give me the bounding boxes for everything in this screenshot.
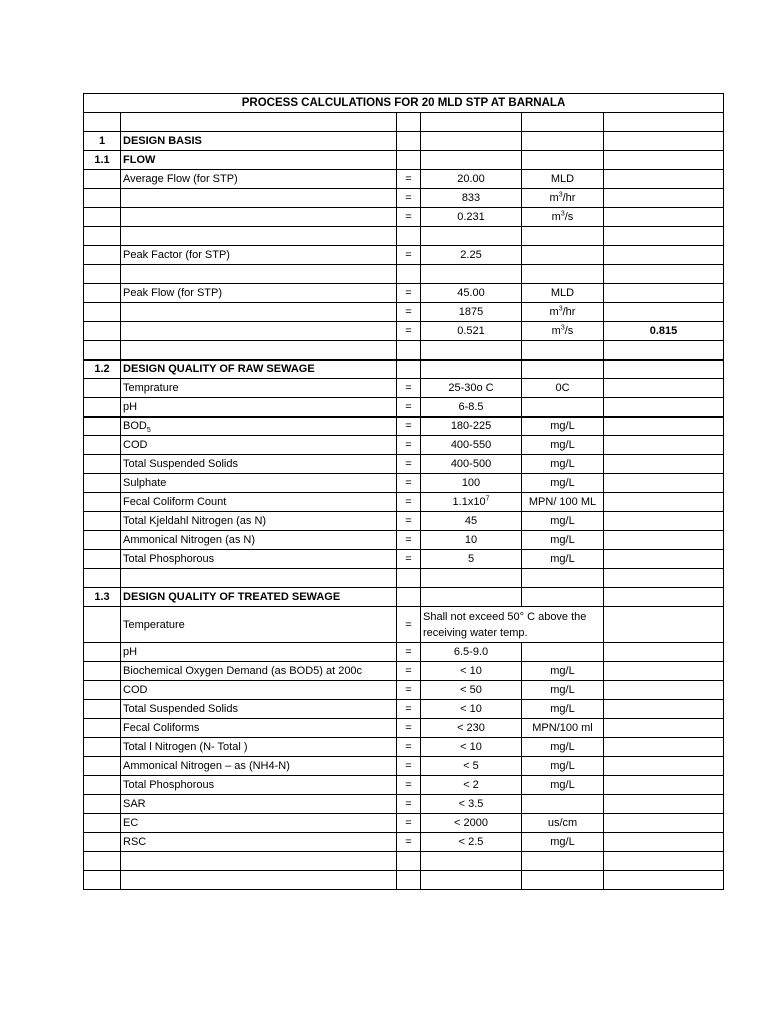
equals-sign [397, 871, 421, 890]
table-row [84, 833, 724, 852]
equals-sign: = [397, 284, 421, 303]
section-number [84, 776, 121, 795]
value-cell: < 5 [421, 757, 522, 776]
table-row [84, 322, 724, 341]
section-number [84, 436, 121, 455]
unit-cell: mg/L [522, 833, 604, 852]
equals-sign: = [397, 700, 421, 719]
equals-sign: = [397, 681, 421, 700]
extra-value [604, 132, 724, 151]
extra-value [604, 871, 724, 890]
unit-cell [522, 189, 604, 208]
extra-value [604, 607, 724, 643]
table-row [84, 284, 724, 303]
unit-cell [522, 795, 604, 814]
section-number [84, 474, 121, 493]
section-number [84, 738, 121, 757]
extra-value [604, 512, 724, 531]
section-number [84, 852, 121, 871]
parameter-label: DESIGN QUALITY OF RAW SEWAGE [121, 360, 397, 379]
parameter-label: FLOW [121, 151, 397, 170]
unit-cell: mg/L [522, 531, 604, 550]
value-cell: 5 [421, 550, 522, 569]
equals-sign: = [397, 436, 421, 455]
parameter-label: Total Suspended Solids [121, 700, 397, 719]
extra-value [604, 436, 724, 455]
value-cell: 45.00 [421, 284, 522, 303]
equals-sign: = [397, 322, 421, 341]
equals-sign: = [397, 455, 421, 474]
table-row [84, 531, 724, 550]
section-number [84, 284, 121, 303]
equals-sign [397, 852, 421, 871]
value-cell: < 3.5 [421, 795, 522, 814]
unit-cell: mg/L [522, 757, 604, 776]
extra-value [604, 170, 724, 189]
section-number [84, 719, 121, 738]
extra-value [604, 379, 724, 398]
table-row [84, 662, 724, 681]
table-row [84, 208, 724, 227]
table-row [84, 588, 724, 607]
equals-sign: = [397, 379, 421, 398]
parameter-label [121, 189, 397, 208]
section-number: 1 [84, 132, 121, 151]
section-number [84, 795, 121, 814]
section-number [84, 550, 121, 569]
value-cell [421, 871, 522, 890]
value-cell [421, 113, 522, 132]
section-number: 1.3 [84, 588, 121, 607]
parameter-label: Total Kjeldahl Nitrogen (as N) [121, 512, 397, 531]
extra-value [604, 474, 724, 493]
equals-sign [397, 151, 421, 170]
equals-sign: = [397, 246, 421, 265]
equals-sign: = [397, 303, 421, 322]
extra-value [604, 757, 724, 776]
extra-value [604, 776, 724, 795]
table-row [84, 455, 724, 474]
extra-value [604, 341, 724, 360]
table-row [84, 265, 724, 284]
section-number [84, 265, 121, 284]
table-row [84, 700, 724, 719]
unit-cell [522, 341, 604, 360]
unit-cell: MLD [522, 284, 604, 303]
table-row [84, 795, 724, 814]
value-cell: 10 [421, 531, 522, 550]
equals-sign: = [397, 550, 421, 569]
table-row [84, 189, 724, 208]
extra-value [604, 550, 724, 569]
unit-cell: 0C [522, 379, 604, 398]
parameter-label: Total l Nitrogen (N- Total ) [121, 738, 397, 757]
parameter-label [121, 227, 397, 246]
value-cell: 0.521 [421, 322, 522, 341]
unit-cell: mg/L [522, 662, 604, 681]
extra-value [604, 833, 724, 852]
value-cell [421, 227, 522, 246]
process-calculation-sheet [83, 93, 724, 890]
table-row [84, 303, 724, 322]
value-cell [421, 493, 522, 512]
parameter-label [121, 265, 397, 284]
table-row [84, 493, 724, 512]
parameter-label [121, 871, 397, 890]
section-number [84, 681, 121, 700]
unit-tail: /s [564, 325, 574, 337]
section-number [84, 833, 121, 852]
parameter-label: Fecal Coliform Count [121, 493, 397, 512]
unit-cell: mg/L [522, 455, 604, 474]
value-cell [421, 588, 522, 607]
equals-sign: = [397, 531, 421, 550]
equals-sign: = [397, 757, 421, 776]
unit-cell [522, 360, 604, 379]
value-cell: 20.00 [421, 170, 522, 189]
unit-exponent: 3 [558, 191, 563, 199]
table-row [84, 436, 724, 455]
extra-value [604, 265, 724, 284]
unit-base: m [551, 325, 561, 337]
equals-sign: = [397, 512, 421, 531]
parameter-label: Total Phosphorous [121, 550, 397, 569]
parameter-label [121, 113, 397, 132]
value-cell: < 230 [421, 719, 522, 738]
value-cell: 100 [421, 474, 522, 493]
unit-cell [522, 322, 604, 341]
equals-sign [397, 569, 421, 588]
unit-cell: MPN/100 ml [522, 719, 604, 738]
table-row [84, 170, 724, 189]
value-exponent: 7 [485, 495, 490, 503]
equals-sign [397, 360, 421, 379]
value-cell: < 2 [421, 776, 522, 795]
extra-value [604, 455, 724, 474]
table-row [84, 398, 724, 417]
section-number [84, 322, 121, 341]
section-number [84, 303, 121, 322]
equals-sign: = [397, 814, 421, 833]
extra-value [604, 795, 724, 814]
parameter-label-text: BOD [123, 420, 147, 433]
unit-cell: mg/L [522, 512, 604, 531]
table-row [84, 151, 724, 170]
parameter-label: COD [121, 436, 397, 455]
parameter-label: pH [121, 643, 397, 662]
parameter-label: DESIGN BASIS [121, 132, 397, 151]
value-cell: 400-550 [421, 436, 522, 455]
unit-cell: MPN/ 100 ML [522, 493, 604, 512]
value-cell: Shall not exceed 50° C above the receiving water temp. [421, 607, 604, 643]
value-cell: 180-225 [421, 417, 522, 436]
parameter-label [121, 208, 397, 227]
equals-sign: = [397, 208, 421, 227]
extra-value [604, 189, 724, 208]
unit-cell [522, 208, 604, 227]
equals-sign: = [397, 417, 421, 436]
section-number [84, 512, 121, 531]
value-cell: < 2000 [421, 814, 522, 833]
table-row [84, 852, 724, 871]
unit-base: m [549, 306, 559, 318]
title-row [84, 94, 724, 113]
parameter-label: EC [121, 814, 397, 833]
parameter-label: Total Suspended Solids [121, 455, 397, 474]
table-row [84, 757, 724, 776]
section-number [84, 531, 121, 550]
table-row [84, 738, 724, 757]
section-number [84, 662, 121, 681]
table-row [84, 871, 724, 890]
unit-cell [522, 303, 604, 322]
extra-value [604, 303, 724, 322]
parameter-label [121, 569, 397, 588]
equals-sign: = [397, 607, 421, 643]
extra-value [604, 700, 724, 719]
value-cell: < 2.5 [421, 833, 522, 852]
value-cell [421, 132, 522, 151]
parameter-label: Average Flow (for STP) [121, 170, 397, 189]
table-row [84, 341, 724, 360]
sheet-body [84, 94, 724, 890]
unit-cell: mg/L [522, 417, 604, 436]
unit-cell [522, 569, 604, 588]
extra-value [604, 113, 724, 132]
table-row [84, 246, 724, 265]
value-cell: 0.231 [421, 208, 522, 227]
unit-cell [522, 852, 604, 871]
parameter-label: Peak Factor (for STP) [121, 246, 397, 265]
extra-value [604, 681, 724, 700]
section-number [84, 398, 121, 417]
unit-cell [522, 871, 604, 890]
section-number [84, 643, 121, 662]
unit-cell: mg/L [522, 681, 604, 700]
section-number [84, 227, 121, 246]
extra-value [604, 284, 724, 303]
parameter-label [121, 341, 397, 360]
unit-base: m [549, 192, 559, 204]
section-number: 1.1 [84, 151, 121, 170]
section-number [84, 814, 121, 833]
equals-sign: = [397, 719, 421, 738]
equals-sign: = [397, 189, 421, 208]
unit-cell [522, 227, 604, 246]
extra-value [604, 208, 724, 227]
section-number [84, 189, 121, 208]
extra-value [604, 417, 724, 436]
section-number [84, 455, 121, 474]
parameter-label: SAR [121, 795, 397, 814]
section-number [84, 208, 121, 227]
value-cell: 6.5-9.0 [421, 643, 522, 662]
value-cell: < 10 [421, 700, 522, 719]
equals-sign: = [397, 738, 421, 757]
table-row [84, 474, 724, 493]
table-row [84, 776, 724, 795]
unit-tail: /s [564, 211, 574, 223]
unit-cell: MLD [522, 170, 604, 189]
unit-cell [522, 398, 604, 417]
extra-value [604, 360, 724, 379]
equals-sign [397, 588, 421, 607]
value-cell: < 50 [421, 681, 522, 700]
parameter-label: Fecal Coliforms [121, 719, 397, 738]
extra-value [604, 814, 724, 833]
equals-sign [397, 227, 421, 246]
table-row [84, 417, 724, 436]
section-number [84, 493, 121, 512]
value-cell [421, 569, 522, 588]
value-cell: 6-8.5 [421, 398, 522, 417]
value-cell [421, 265, 522, 284]
table-row [84, 360, 724, 379]
equals-sign: = [397, 662, 421, 681]
extra-value [604, 227, 724, 246]
parameter-label [121, 322, 397, 341]
parameter-label [121, 852, 397, 871]
table-row [84, 643, 724, 662]
equals-sign [397, 341, 421, 360]
section-number [84, 569, 121, 588]
table-row [84, 569, 724, 588]
unit-exponent: 3 [560, 324, 565, 332]
table-row [84, 113, 724, 132]
extra-value [604, 738, 724, 757]
table-row [84, 379, 724, 398]
table-row [84, 814, 724, 833]
extra-value [604, 398, 724, 417]
value-cell: < 10 [421, 738, 522, 757]
unit-cell [522, 588, 604, 607]
unit-cell: us/cm [522, 814, 604, 833]
value-cell: 400-500 [421, 455, 522, 474]
section-number [84, 379, 121, 398]
extra-value [604, 531, 724, 550]
unit-cell [522, 246, 604, 265]
extra-value [604, 493, 724, 512]
parameter-label [121, 303, 397, 322]
extra-value [604, 588, 724, 607]
parameter-label: Ammonical Nitrogen – as (NH4-N) [121, 757, 397, 776]
unit-cell: mg/L [522, 550, 604, 569]
extra-value [604, 569, 724, 588]
table-row [84, 227, 724, 246]
section-number [84, 417, 121, 436]
extra-value [604, 662, 724, 681]
table-row [84, 132, 724, 151]
value-cell: 25-30o C [421, 379, 522, 398]
parameter-label: Sulphate [121, 474, 397, 493]
unit-cell [522, 643, 604, 662]
extra-value [604, 246, 724, 265]
equals-sign: = [397, 776, 421, 795]
unit-tail: /hr [562, 192, 576, 204]
unit-tail: /hr [562, 306, 576, 318]
section-number: 1.2 [84, 360, 121, 379]
parameter-label: Total Phosphorous [121, 776, 397, 795]
value-cell: 2.25 [421, 246, 522, 265]
parameter-label: DESIGN QUALITY OF TREATED SEWAGE [121, 588, 397, 607]
section-number [84, 607, 121, 643]
parameter-label: Ammonical Nitrogen (as N) [121, 531, 397, 550]
unit-cell [522, 132, 604, 151]
value-cell [421, 360, 522, 379]
parameter-label: Peak Flow (for STP) [121, 284, 397, 303]
section-number [84, 757, 121, 776]
parameter-label: Biochemical Oxygen Demand (as BOD5) at 200c [121, 662, 397, 681]
value-cell: 1875 [421, 303, 522, 322]
parameter-label: pH [121, 398, 397, 417]
section-number [84, 871, 121, 890]
unit-cell: mg/L [522, 700, 604, 719]
value-cell [421, 852, 522, 871]
value-cell: < 10 [421, 662, 522, 681]
section-number [84, 113, 121, 132]
unit-exponent: 3 [560, 210, 565, 218]
section-number [84, 700, 121, 719]
unit-cell [522, 113, 604, 132]
equals-sign [397, 265, 421, 284]
table-row [84, 512, 724, 531]
value-cell [421, 341, 522, 360]
equals-sign [397, 132, 421, 151]
equals-sign [397, 113, 421, 132]
unit-cell [522, 151, 604, 170]
extra-value [604, 151, 724, 170]
parameter-label: Temperature [121, 607, 397, 643]
equals-sign: = [397, 833, 421, 852]
section-number [84, 246, 121, 265]
value-cell: 45 [421, 512, 522, 531]
table-row [84, 719, 724, 738]
parameter-label: COD [121, 681, 397, 700]
extra-value [604, 852, 724, 871]
equals-sign: = [397, 398, 421, 417]
sheet-title: PROCESS CALCULATIONS FOR 20 MLD STP AT BARNALA [84, 94, 724, 113]
unit-base: m [551, 211, 561, 223]
section-number [84, 170, 121, 189]
extra-value [604, 719, 724, 738]
unit-cell: mg/L [522, 776, 604, 795]
value-text: 1.1x10 [452, 496, 486, 508]
parameter-label [121, 417, 397, 436]
parameter-label: RSC [121, 833, 397, 852]
unit-cell: mg/L [522, 436, 604, 455]
equals-sign: = [397, 474, 421, 493]
extra-value [604, 643, 724, 662]
equals-sign: = [397, 643, 421, 662]
table-row [84, 681, 724, 700]
equals-sign: = [397, 493, 421, 512]
unit-cell: mg/L [522, 738, 604, 757]
equals-sign: = [397, 795, 421, 814]
equals-sign: = [397, 170, 421, 189]
extra-value: 0.815 [604, 322, 724, 341]
value-cell [421, 151, 522, 170]
unit-cell [522, 265, 604, 284]
section-number [84, 341, 121, 360]
table-row [84, 550, 724, 569]
value-cell: 833 [421, 189, 522, 208]
unit-exponent: 3 [558, 305, 563, 313]
parameter-label-subscript: 5 [146, 427, 151, 435]
table-row [84, 607, 724, 643]
unit-cell: mg/L [522, 474, 604, 493]
parameter-label: Temprature [121, 379, 397, 398]
